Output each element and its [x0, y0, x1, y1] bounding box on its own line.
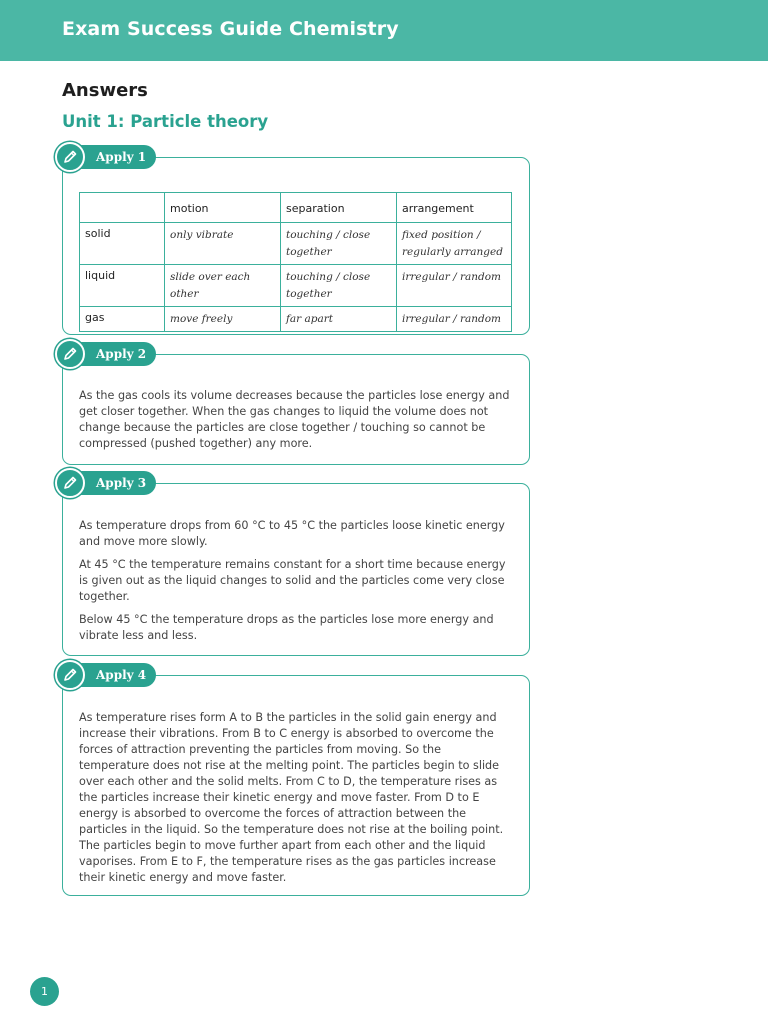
- table-row: [80, 223, 512, 265]
- apply-4-label: Apply 4: [79, 663, 156, 687]
- apply-1-box: [62, 150, 530, 335]
- table-row-header: gas: [80, 307, 165, 332]
- apply-3-box: [62, 476, 530, 656]
- paragraph: Below 45 °C the temperature drops as the particles lose more energy and vibrate less and less.: [79, 613, 494, 642]
- paragraph: As temperature rises form A to B the particles in the solid gain energy and increase their vibrations. From B to C energy is absorbed to overcome the forces of attraction preventing the particles from moving. So the temperature does not rise at the melting point. The particles begin to slide over each other and the solid melts. From C to D, the temperature rises as the particles increase their kinetic energy and move faster. From D to E energy is absorbed to overcome the forces of attraction between the particles in the liquid. So the temperature does not rise at the boiling point. The particles begin to move further apart from each other and the liquid vaporises. From E to F, the temperature rises as the gas particles increase their kinetic energy and move faster.: [79, 711, 504, 884]
- table-cell: far apart: [281, 307, 397, 332]
- apply-4-text: [79, 710, 511, 893]
- table-cell: move freely: [165, 307, 281, 332]
- table-row: [80, 265, 512, 307]
- states-of-matter-table: [79, 192, 512, 332]
- table-header-cell: [80, 193, 165, 223]
- table-cell: only vibrate: [165, 223, 281, 265]
- table-row-header: solid: [80, 223, 165, 265]
- pencil-icon: [55, 660, 85, 690]
- header-title: Exam Success Guide Chemistry: [62, 18, 399, 40]
- table-cell: touching / close together: [281, 265, 397, 307]
- apply-1-label: Apply 1: [79, 145, 156, 169]
- apply-4-box: [62, 668, 530, 896]
- apply-3-text: [79, 518, 511, 651]
- pencil-icon: [55, 142, 85, 172]
- table-header-cell: motion: [165, 193, 281, 223]
- apply-2-box: [62, 347, 530, 465]
- paragraph: As the gas cools its volume decreases because the particles lose energy and get closer together. When the gas changes to liquid the volume does not change because the particles are close together / touching so cannot be compressed (pushed together) any more.: [79, 389, 510, 450]
- apply-2-label: Apply 2: [79, 342, 156, 366]
- table-cell: slide over each other: [165, 265, 281, 307]
- apply-4-tab: [55, 661, 156, 689]
- table-header-row: [80, 193, 512, 223]
- pencil-icon: [55, 468, 85, 498]
- apply-3-label: Apply 3: [79, 471, 156, 495]
- paragraph: At 45 °C the temperature remains constant for a short time because energy is given out as the liquid changes to solid and the particles come very close together.: [79, 558, 506, 603]
- page-title: Answers: [62, 80, 148, 101]
- table-row: [80, 307, 512, 332]
- table-header-cell: arrangement: [397, 193, 512, 223]
- apply-3-tab: [55, 469, 156, 497]
- apply-1-tab: [55, 143, 156, 171]
- table-cell: touching / close together: [281, 223, 397, 265]
- unit-title: Unit 1: Particle theory: [62, 112, 269, 131]
- apply-2-tab: [55, 340, 156, 368]
- table-row-header: liquid: [80, 265, 165, 307]
- paragraph: As temperature drops from 60 °C to 45 °C the particles loose kinetic energy and move more slowly.: [79, 519, 505, 548]
- table-cell: fixed position / regularly arranged: [397, 223, 512, 265]
- apply-2-text: [79, 388, 511, 459]
- table-cell: irregular / random: [397, 265, 512, 307]
- page-header: [0, 0, 768, 61]
- pencil-icon: [55, 339, 85, 369]
- table-cell: irregular / random: [397, 307, 512, 332]
- table-header-cell: separation: [281, 193, 397, 223]
- page-number: 1: [30, 977, 59, 1006]
